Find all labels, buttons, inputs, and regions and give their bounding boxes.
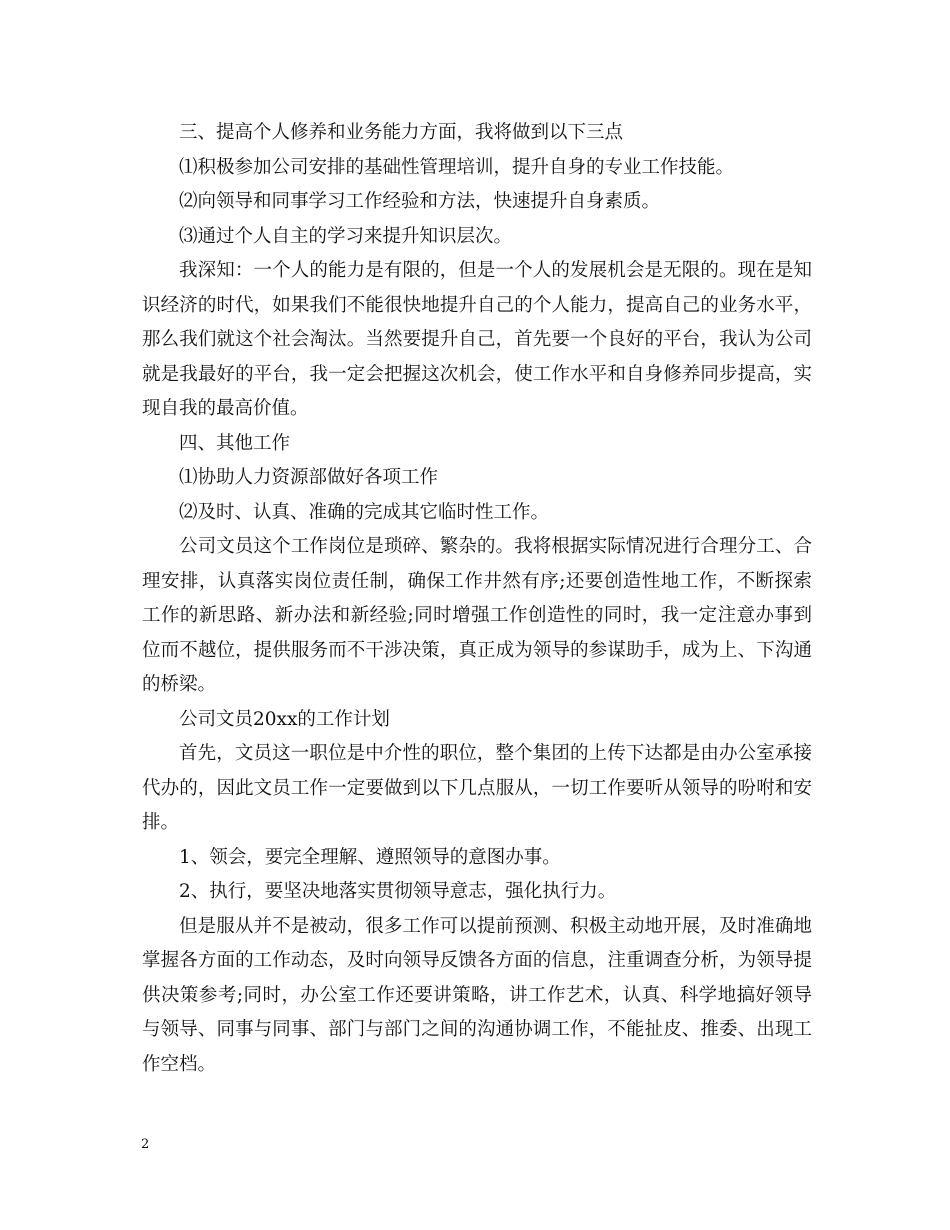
section-heading-other-work: 四、其他工作 [179,432,291,454]
paragraph-proactive-work: 但是服从并不是被动，很多工作可以提前预测、积极主动地开展，及时准确地掌握各方面的工作动态，及时向领导反馈各方面的信息，注重调查分析，为领导提供决策参考;同时，办公室工作还要讲策略，讲工作艺术，认真、科学地搞好领导与领导、同事与同事、部门与部门之间的沟通协调工作，不能扯皮、推委、出现工作空档。 [142,915,812,1075]
list-item-assist-hr: ⑴协助人力资源部做好各项工作 [179,467,439,488]
section-heading-self-improvement: 三、提高个人修养和业务能力方面，我将做到以下三点 [179,122,624,143]
paragraph-clerk-role: 公司文员这个工作岗位是琐碎、繁杂的。我将根据实际情况进行合理分工、合理安排，认真落实岗位责任制，确保工作井然有序;还要创造性地工作，不断探索工作的新思路、新办法和新经验;同时增强工作创造性的同时，我一定注意办事到位而不越位，提供服务而不干涉决策，真正成为领导的参谋助手，成为上、下沟通的桥梁。 [142,536,812,695]
list-item-understand: 1、领会，要完全理解、遵照领导的意图办事。 [179,846,561,868]
section-title-work-plan: 公司文员20xx的工作计划 [179,708,390,730]
document-body [142,116,812,1082]
list-item-training: ⑴积极参加公司安排的基础性管理培训，提升自身的专业工作技能。 [179,156,735,178]
list-item-execute: 2、执行，要坚决地落实贯彻领导意志，强化执行力。 [179,881,617,902]
list-item-self-study: ⑶通过个人自主的学习来提升知识层次。 [179,225,513,247]
paragraph-personal-ability: 我深知：一个人的能力是有限的，但是一个人的发展机会是无限的。现在是知识经济的时代，如果我们不能很快地提升自己的个人能力，提高自己的业务水平，那么我们就这个社会淘汰。当然要提升自己，首先要一个良好的平台，我认为公司就是我最好的平台，我一定会把握这次机会，使工作水平和自身修养同步提高，实现自我的最高价值。 [142,260,812,419]
list-item-learn-from-colleagues: ⑵向领导和同事学习工作经验和方法，快速提升自身素质。 [179,191,661,212]
page-number: 2 [141,1137,150,1152]
paragraph-intermediary-position: 首先，文员这一职位是中介性的职位，整个集团的上传下达都是由办公室承接代办的，因此文员工作一定要做到以下几点服从，一切工作要听从领导的吩咐和安排。 [142,743,812,833]
list-item-temporary-work: ⑵及时、认真、准确的完成其它临时性工作。 [179,501,550,523]
